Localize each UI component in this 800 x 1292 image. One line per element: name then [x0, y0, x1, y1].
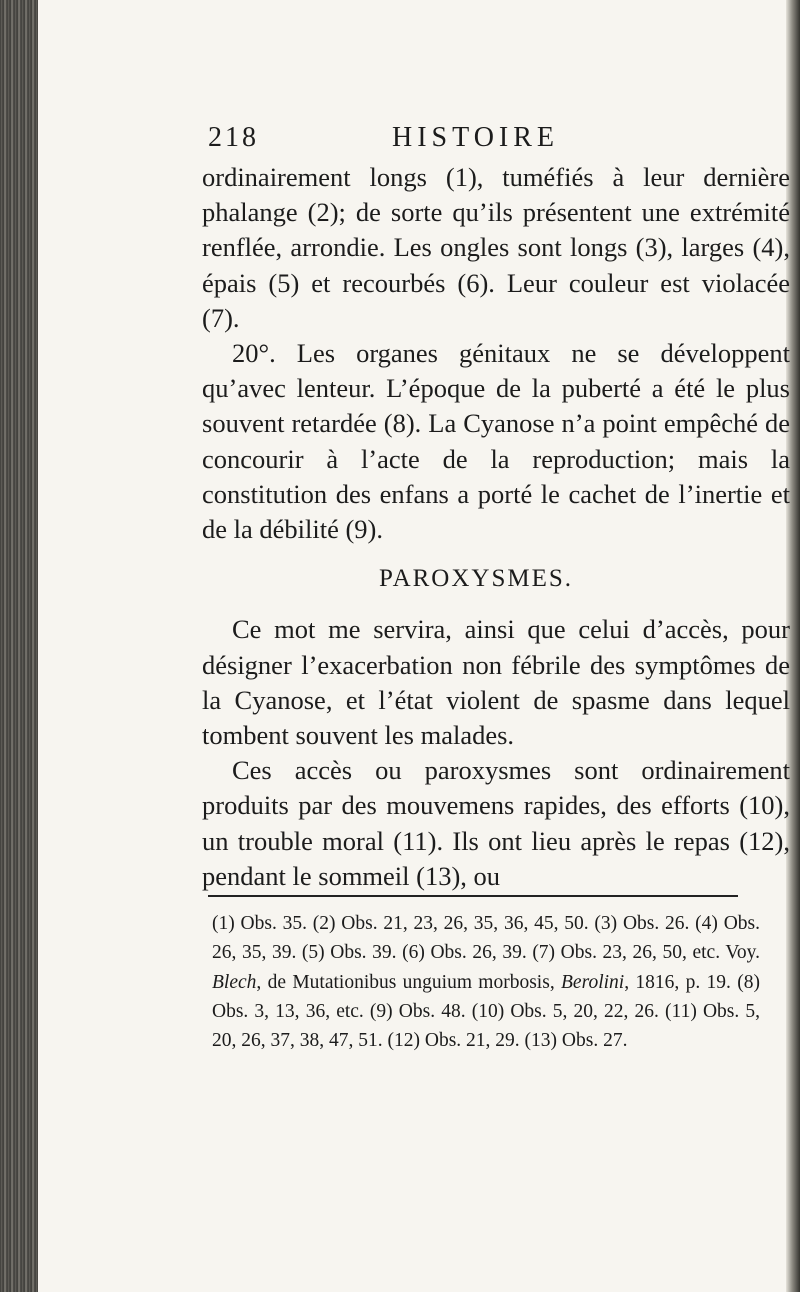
footnote-rule — [208, 895, 738, 897]
footnote-text-c: , 1816, p. 19. (8) Obs. 3, 13, 36, etc. (9) Obs. 48. (10) Obs. 5, 20, 22, 26. (11) Obs. 5, 20, 26, 37, 38, 47, 51. (12) Obs. 21, 29. (13) Obs. 27. — [212, 971, 760, 1052]
footnote-author: Blech — [212, 971, 257, 993]
page-number: 218 — [208, 122, 259, 153]
footnote-block — [212, 909, 760, 1055]
footnotes — [212, 909, 760, 1055]
binding-edge — [0, 0, 38, 1292]
footnote-place: Berolini — [561, 971, 625, 993]
section-heading: PAROXYSMES. — [378, 565, 574, 593]
body-text — [202, 160, 790, 894]
paragraph-definition: Ce mot me servira, ainsi que celui d’accès, pour désigner l’exacerbation non fébrile des symptômes de la Cyanose, et l’état violent de spasme dans lequel tombent souvent les malades. — [202, 614, 790, 751]
footnote-text-a: (1) Obs. 35. (2) Obs. 21, 23, 26, 35, 36, 45, 50. (3) Obs. 26. (4) Obs. 26, 35, 39. (5) Obs. 39. (6) Obs. 26, 39. (7) Obs. 23, 26, 50, etc. Voy. — [212, 913, 760, 964]
running-title: HISTOIRE — [392, 122, 560, 153]
paragraph-continued: ordinairement longs (1), tuméfiés à leur dernière phalange (2); de sorte qu’ils présentent une extrémité renflée, arrondie. Les ongles sont longs (3), larges (4), épais (5) et recourbés (6). Leur couleur est violacée (7). — [202, 162, 790, 333]
running-header — [208, 122, 608, 156]
paragraph-causes: Ces accès ou paroxysmes sont ordinairement produits par des mouvemens rapides, des efforts (10), un trouble moral (11). Ils ont lieu après le repas (12), pendant le sommeil (13), ou — [202, 755, 790, 891]
footnote-text-b: , de Mutationibus unguium morbosis, — [256, 971, 562, 993]
paragraph-genitaux: 20°. Les organes génitaux ne se développent qu’avec lenteur. L’époque de la puberté a été le plus souvent retardée (8). La Cyanose n’a point empêché de concourir à l’acte de la reproduction; mais la constitution des enfans a porté le cachet de l’inertie et de la débilité (9). — [202, 338, 790, 545]
